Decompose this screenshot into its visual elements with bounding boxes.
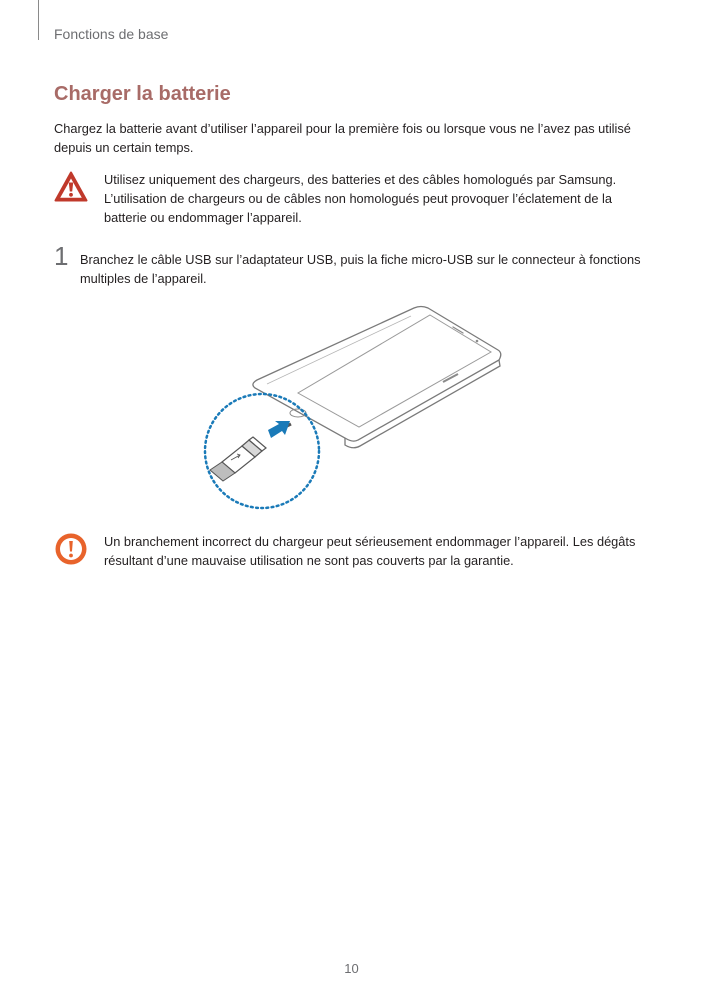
section-header: Fonctions de base xyxy=(54,26,169,42)
phone-illustration xyxy=(253,307,501,448)
warning-text: Utilisez uniquement des chargeurs, des batteries et des câbles homologués par Samsung. L’utilisation de chargeurs ou de câbles non homologués peut provoquer l’éclatement de la batterie ou endommager l’appareil. xyxy=(104,172,617,225)
charging-illustration xyxy=(195,300,515,515)
page-number: 10 xyxy=(344,961,359,976)
warning-triangle-icon xyxy=(54,170,88,204)
intro-paragraph: Chargez la batterie avant d’utiliser l’appareil pour la première fois ou lorsque vous ne l’avez pas utilisé depuis un certain temps. xyxy=(54,121,631,155)
insert-direction-arrow-icon xyxy=(268,421,290,438)
page-title: Charger la batterie xyxy=(54,83,231,105)
step-text: Branchez le câble USB sur l’adaptateur USB, puis la fiche micro-USB sur le connecteur à fonctions multiples de l’appareil. xyxy=(80,252,641,286)
page-rule xyxy=(38,0,39,40)
caution-circle-icon xyxy=(54,532,88,566)
micro-usb-plug-icon xyxy=(210,437,266,481)
step-number: 1 xyxy=(54,241,69,271)
caution-text: Un branchement incorrect du chargeur peut sérieusement endommager l’appareil. Les dégâts résultant d’une mauvaise utilisation ne sont pas couverts par la garantie. xyxy=(104,534,636,568)
